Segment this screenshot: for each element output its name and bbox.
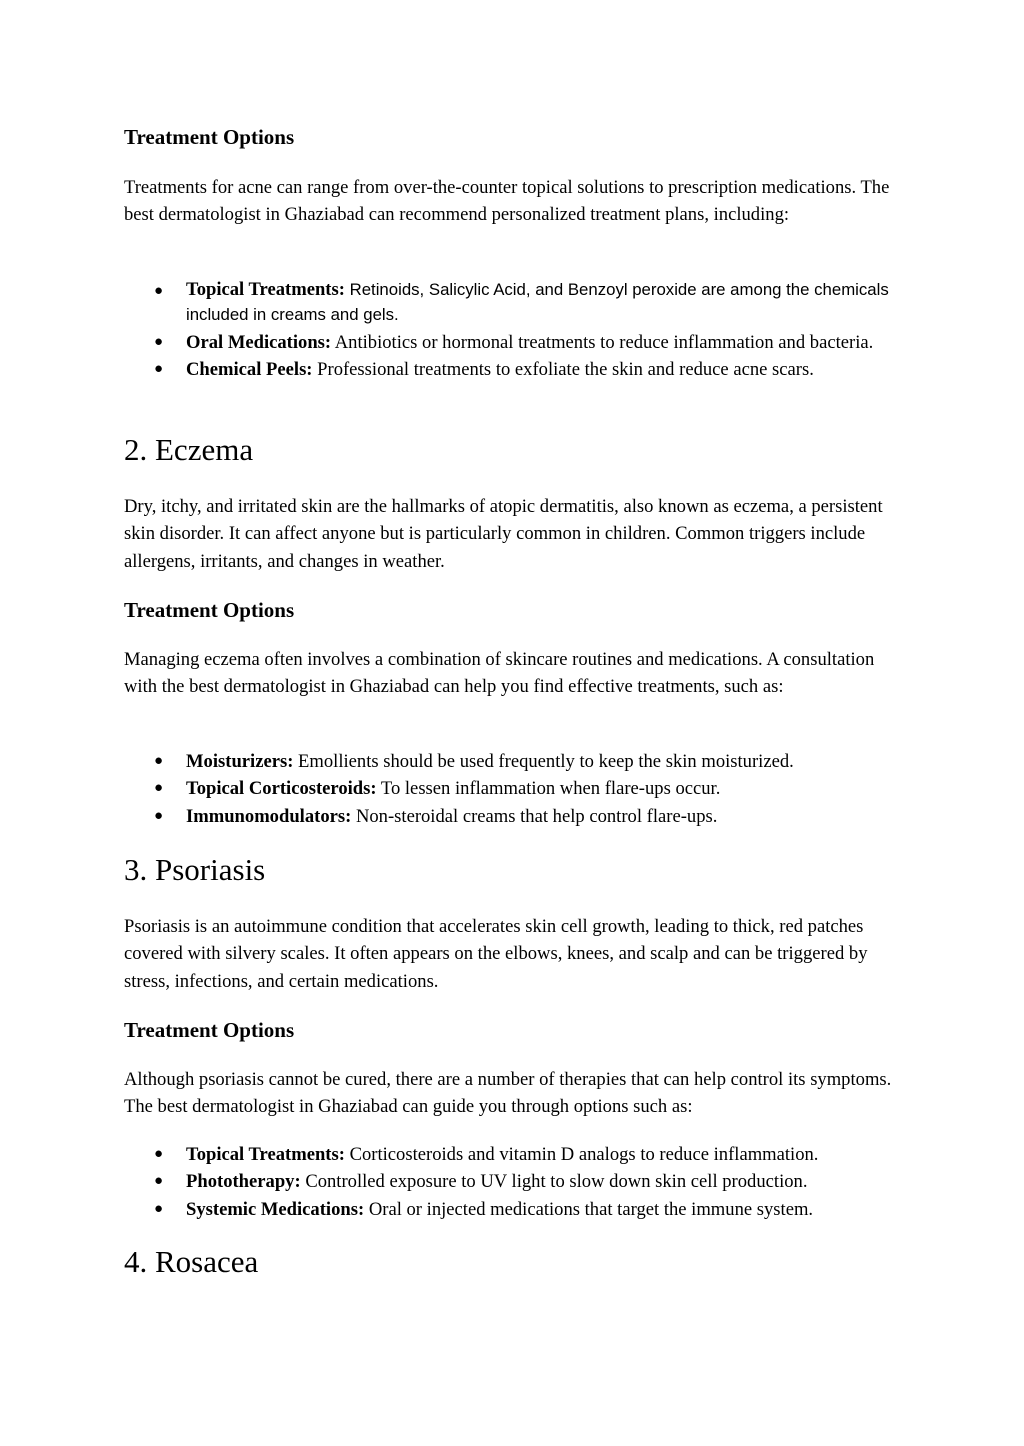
psoriasis-treatment-heading: Treatment Options [124, 1018, 295, 1042]
bullet-icon: ● [154, 1173, 164, 1190]
bullet-icon: ● [154, 334, 164, 350]
item-text: Oral or injected medications that target the immune system. [368, 1198, 814, 1220]
list-item [124, 1141, 904, 1168]
eczema-treatment-list [124, 748, 904, 830]
psoriasis-treatment-list [124, 1141, 904, 1223]
list-item [124, 1168, 904, 1195]
item-label: Topical Treatments: [186, 1144, 345, 1165]
item-text: Non-steroidal creams that help control flare-ups. [355, 805, 718, 827]
bullet-icon: ● [154, 1146, 164, 1162]
psoriasis-title: 3. Psoriasis [124, 852, 266, 887]
item-text: To lessen inflammation when flare-ups occur. [380, 778, 721, 800]
psoriasis-description: Psoriasis is an autoimmune condition that accelerates skin cell growth, leading to thick, red patches covered with silvery scales. It often appears on the elbows, knees, and scalp and can be triggered by stress, infections, and certain medications. [124, 916, 868, 992]
item-text: Professional treatments to exfoliate the skin and reduce acne scars. [317, 359, 814, 381]
bullet-icon: ● [154, 753, 164, 769]
psoriasis-treatment-intro: Although psoriasis cannot be cured, there are a number of therapies that can help control its symptoms. The best dermatologist in Ghaziabad can guide you through options such as: [124, 1069, 892, 1118]
item-label: Phototherapy: [186, 1171, 301, 1193]
list-item [124, 356, 904, 383]
bullet-icon: ● [154, 282, 164, 299]
eczema-treatment-intro: Managing eczema often involves a combination of skincare routines and medications. A consultation with the best dermatologist in Ghaziabad can help you find effective treatments, such as: [124, 649, 875, 698]
bullet-icon: ● [154, 361, 164, 378]
item-label: Topical Corticosteroids: [186, 778, 377, 800]
acne-treatment-heading: Treatment Options [124, 125, 295, 149]
eczema-description: Dry, itchy, and irritated skin are the hallmarks of atopic dermatitis, also known as eczema, a persistent skin disorder. It can affect anyone but is particularly common in children. Common triggers include allergens, irritants, and changes in weather. [124, 496, 883, 572]
acne-treatment-intro: Treatments for acne can range from over-the-counter topical solutions to prescription medications. The best dermatologist in Ghaziabad can recommend personalized treatment plans, including: [124, 177, 890, 226]
item-text: Corticosteroids and vitamin D analogs to reduce inflammation. [349, 1144, 819, 1165]
item-text: Controlled exposure to UV light to slow down skin cell production. [305, 1171, 808, 1193]
list-item [124, 329, 904, 356]
bullet-icon: ● [154, 807, 164, 824]
list-item [124, 1196, 904, 1223]
eczema-title: 2. Eczema [124, 432, 254, 467]
item-text: Emollients should be used frequently to keep the skin moisturized. [298, 751, 794, 772]
item-label: Oral Medications: [186, 332, 332, 353]
acne-treatment-list [124, 277, 904, 384]
rosacea-title: 4. Rosacea [124, 1244, 259, 1279]
list-item [124, 748, 904, 775]
item-label: Immunomodulators: [186, 805, 352, 827]
bullet-icon: ● [154, 1200, 164, 1217]
item-text: Retinoids, Salicylic Acid, and Benzoyl peroxide are among the chemicals included in creams and gels. [186, 280, 889, 324]
item-text: Antibiotics or hormonal treatments to reduce inflammation and bacteria. [334, 332, 874, 353]
bullet-icon: ● [154, 780, 164, 797]
list-item [124, 775, 904, 802]
item-label: Topical Treatments: [186, 279, 345, 300]
item-label: Systemic Medications: [186, 1198, 365, 1220]
list-item [124, 277, 904, 327]
eczema-treatment-heading: Treatment Options [124, 598, 295, 622]
item-label: Chemical Peels: [186, 359, 313, 381]
list-item [124, 803, 904, 830]
item-label: Moisturizers: [186, 751, 294, 772]
